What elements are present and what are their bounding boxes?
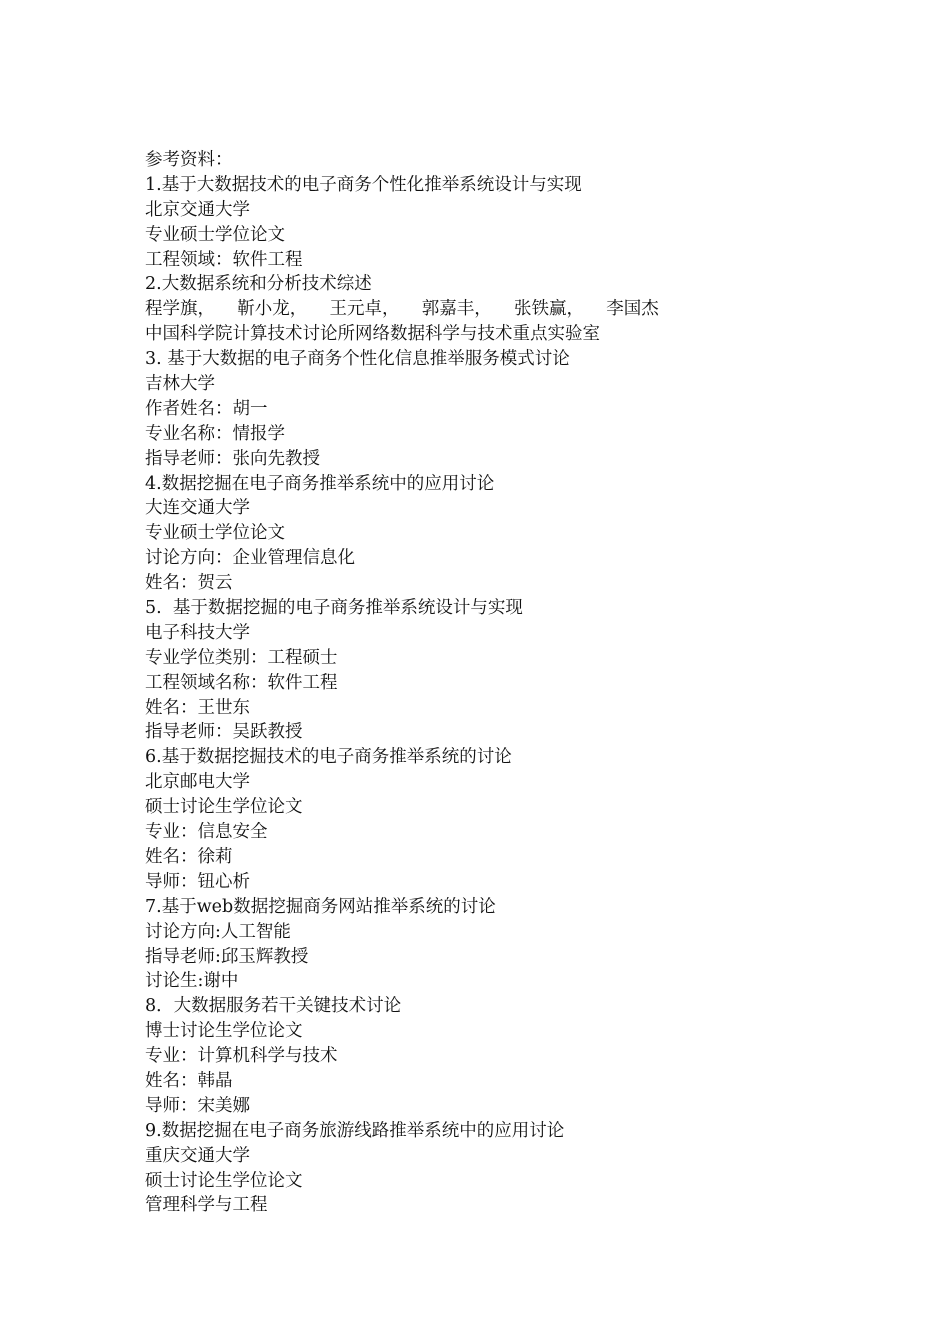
- ref2-institution: 中国科学院计算技术讨论所网络数据科学与技术重点实验室: [145, 324, 600, 345]
- ref6-institution: 北京邮电大学: [145, 772, 250, 793]
- ref6-advisor: 导师：钮心析: [145, 871, 250, 892]
- ref6-title: 6.基于数据挖掘技术的电子商务推举系统的讨论: [145, 747, 512, 768]
- ref7-student: 讨论生:谢中: [145, 971, 239, 992]
- ref8-major: 专业：计算机科学与技术: [145, 1046, 338, 1067]
- ref7-title: 7.基于web数据挖掘商务网站推举系统的讨论: [145, 896, 496, 917]
- ref5-institution: 电子科技大学: [145, 622, 250, 643]
- ref6-degree: 硕士讨论生学位论文: [145, 797, 303, 818]
- ref8-advisor: 导师：宋美娜: [145, 1095, 250, 1116]
- ref9-degree: 硕士讨论生学位论文: [145, 1170, 303, 1191]
- ref5-field: 工程领域名称：软件工程: [145, 672, 338, 693]
- ref3-advisor: 指导老师：张向先教授: [145, 448, 320, 469]
- ref5-advisor: 指导老师：吴跃教授: [145, 722, 303, 743]
- document-body: [145, 148, 845, 1218]
- ref1-title: 1.基于大数据技术的电子商务个性化推举系统设计与实现: [145, 174, 582, 195]
- ref4-direction: 讨论方向：企业管理信息化: [145, 548, 355, 569]
- ref5-degree-type: 专业学位类别：工程硕士: [145, 647, 338, 668]
- ref6-author: 姓名：徐莉: [145, 846, 233, 867]
- ref5-author: 姓名：王世东: [145, 697, 250, 718]
- ref3-institution: 吉林大学: [145, 374, 215, 395]
- ref8-author: 姓名：韩晶: [145, 1070, 233, 1091]
- ref8-degree: 博士讨论生学位论文: [145, 1021, 303, 1042]
- ref4-institution: 大连交通大学: [145, 498, 250, 519]
- ref2-title: 2.大数据系统和分析技术综述: [145, 274, 372, 295]
- ref9-institution: 重庆交通大学: [145, 1145, 250, 1166]
- ref9-major: 管理科学与工程: [145, 1195, 268, 1216]
- ref5-title: 5. 基于数据挖掘的电子商务推举系统设计与实现: [145, 598, 523, 619]
- ref9-title: 9.数据挖掘在电子商务旅游线路推举系统中的应用讨论: [145, 1120, 565, 1141]
- ref1-degree: 专业硕士学位论文: [145, 224, 285, 245]
- ref7-direction: 讨论方向:人工智能: [145, 921, 291, 942]
- ref4-degree: 专业硕士学位论文: [145, 523, 285, 544]
- references-heading: 参考资料：: [145, 150, 233, 170]
- ref1-field: 工程领域：软件工程: [145, 249, 303, 270]
- ref6-major: 专业：信息安全: [145, 822, 268, 843]
- ref3-major: 专业名称：情报学: [145, 423, 285, 444]
- ref4-author: 姓名：贺云: [145, 573, 233, 594]
- ref2-authors: 程学旗， 靳小龙， 王元卓， 郭嘉丰， 张铁赢， 李国杰: [145, 299, 659, 320]
- ref4-title: 4.数据挖掘在电子商务推举系统中的应用讨论: [145, 473, 495, 494]
- ref1-institution: 北京交通大学: [145, 199, 250, 220]
- ref8-title: 8．大数据服务若干关键技术讨论: [145, 996, 402, 1017]
- ref3-title: 3. 基于大数据的电子商务个性化信息推举服务模式讨论: [145, 349, 570, 370]
- ref3-author: 作者姓名：胡一: [145, 398, 268, 419]
- ref7-advisor: 指导老师:邱玉辉教授: [145, 946, 309, 967]
